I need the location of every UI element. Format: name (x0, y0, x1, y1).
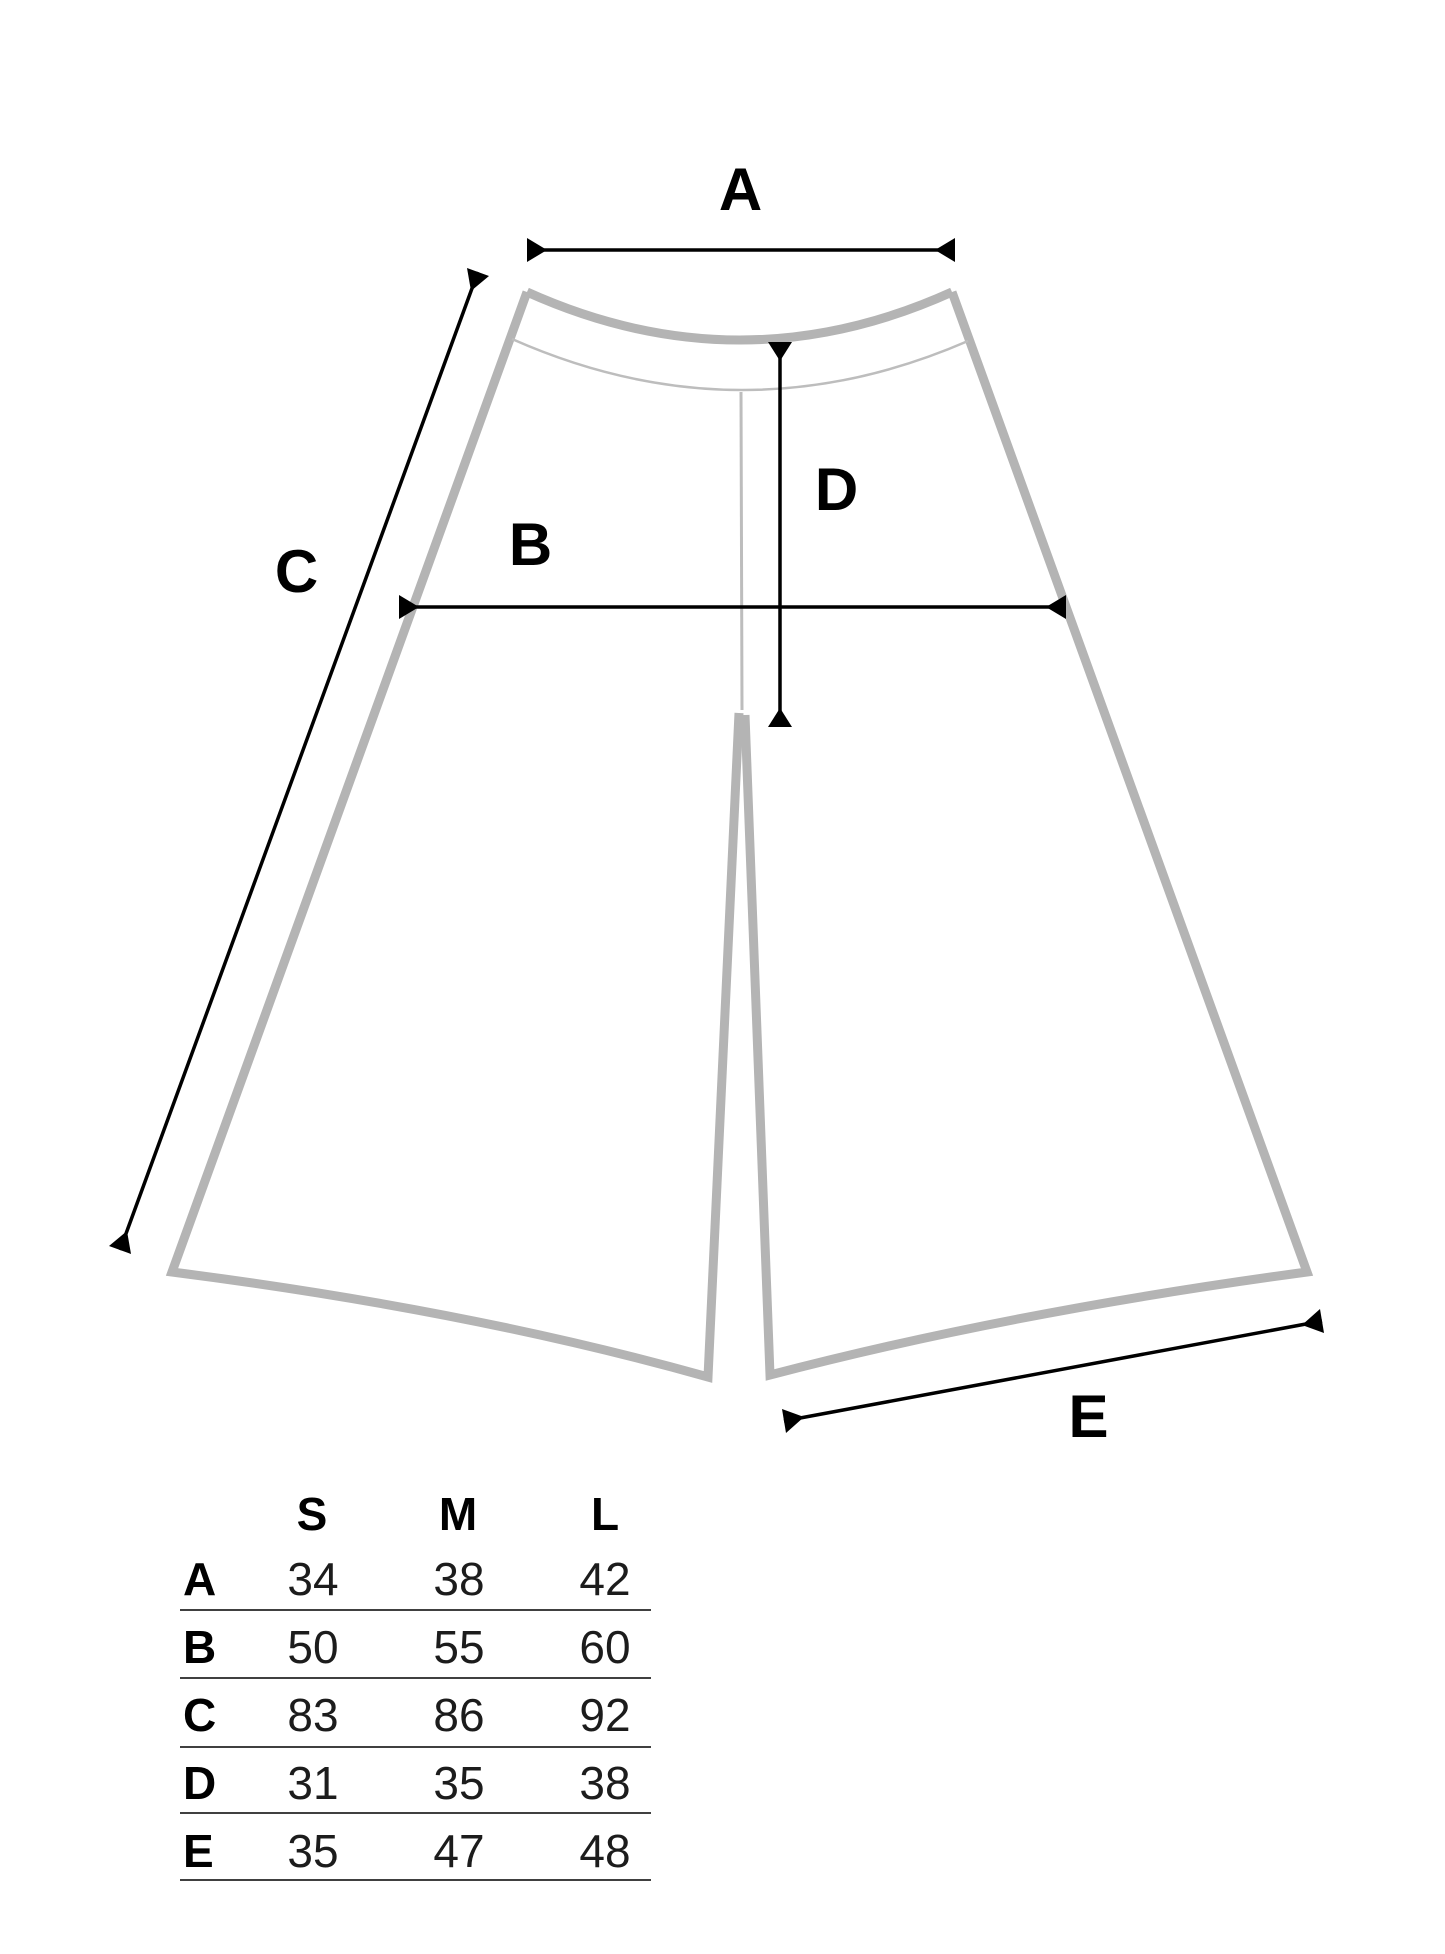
waistband-curve (527, 292, 952, 340)
table-row (180, 1757, 651, 1813)
waistband-seam (512, 339, 968, 390)
dimension-c-label: C (274, 538, 318, 605)
dimension-a (527, 156, 955, 262)
dimension-c-bottom-arrowhead (109, 1231, 131, 1254)
table-row (180, 1621, 651, 1678)
table-value-a-m: 38 (433, 1553, 485, 1605)
table-value-e-m: 47 (433, 1825, 485, 1877)
dimension-d-bottom-arrowhead (768, 708, 792, 727)
dimension-a-right-arrowhead (935, 238, 955, 262)
table-value-c-l: 92 (579, 1689, 631, 1741)
dimension-d (768, 342, 857, 727)
table-value-b-s: 50 (287, 1621, 339, 1673)
dimension-b-right-arrowhead (1046, 595, 1066, 619)
dimension-e-label: E (1068, 1383, 1108, 1450)
table-row (180, 1553, 651, 1610)
table-value-e-s: 35 (287, 1825, 339, 1877)
dimension-c-line (120, 272, 478, 1250)
table-value-d-s: 31 (287, 1757, 339, 1809)
table-value-b-l: 60 (579, 1621, 631, 1673)
dimension-c (109, 268, 489, 1254)
dimension-a-left-arrowhead (527, 238, 547, 262)
table-row-label-c: C (183, 1689, 217, 1741)
dimension-b-label: B (508, 511, 552, 578)
dimension-e (782, 1309, 1324, 1450)
table-row-label-e: E (183, 1825, 214, 1877)
table-header-s: S (296, 1488, 328, 1540)
dimension-d-label: D (814, 456, 858, 523)
dimension-e-right-arrowhead (1302, 1309, 1324, 1333)
left-leg-outline (172, 292, 739, 1377)
table-value-e-l: 48 (579, 1825, 631, 1877)
dimension-b (399, 511, 1066, 619)
table-value-c-m: 86 (433, 1689, 485, 1741)
table-row (180, 1689, 651, 1747)
table-value-a-s: 34 (287, 1553, 339, 1605)
table-value-b-m: 55 (433, 1621, 485, 1673)
dimension-a-label: A (718, 156, 762, 223)
center-fly-seam (741, 392, 742, 710)
size-table (180, 1488, 651, 1880)
dimension-e-left-arrowhead (782, 1409, 804, 1433)
right-leg-outline (745, 292, 1307, 1375)
dimension-d-top-arrowhead (768, 342, 792, 361)
table-value-c-s: 83 (287, 1689, 339, 1741)
table-value-a-l: 42 (579, 1553, 631, 1605)
table-header-m: M (438, 1488, 478, 1540)
table-value-d-m: 35 (433, 1757, 485, 1809)
table-row (180, 1825, 651, 1880)
dimension-e-line (784, 1321, 1322, 1421)
garment-outline (172, 292, 1307, 1377)
table-row-label-d: D (183, 1757, 217, 1809)
table-value-d-l: 38 (579, 1757, 631, 1809)
table-row-label-b: B (183, 1621, 217, 1673)
table-header-l: L (590, 1488, 620, 1540)
table-row-label-a: A (183, 1553, 217, 1605)
dimension-c-top-arrowhead (467, 268, 489, 291)
